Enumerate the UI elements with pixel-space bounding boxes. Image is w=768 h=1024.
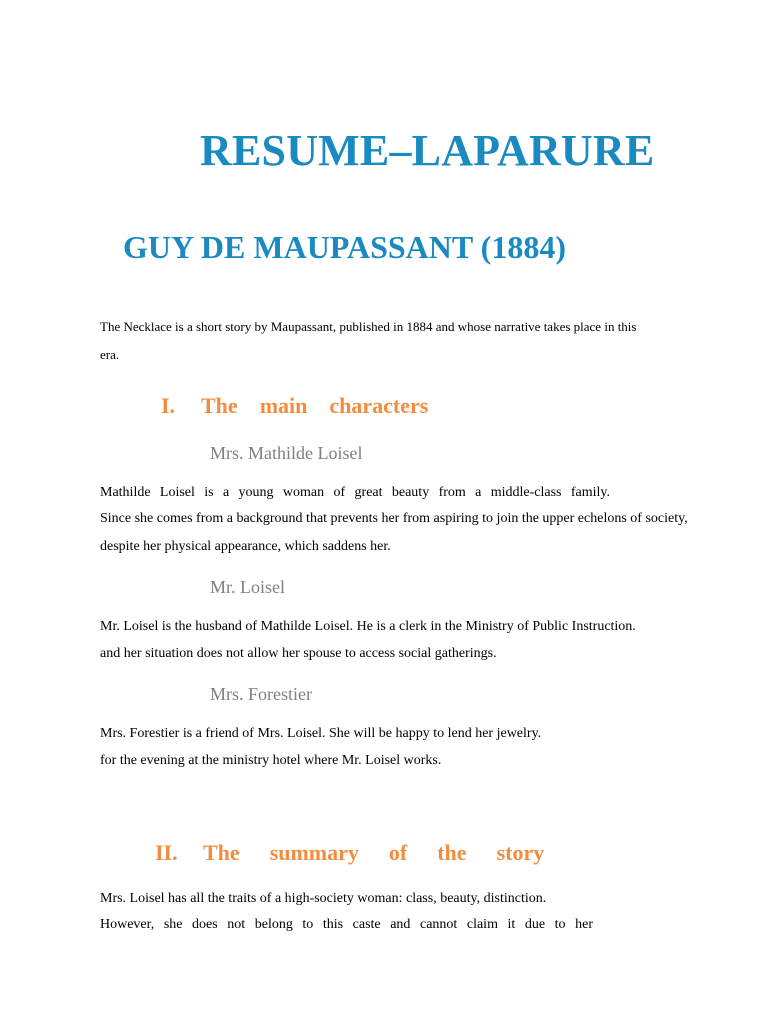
section-word: main: [259, 393, 308, 418]
paragraph-line: and her situation does not allow her spouse to access social gatherings.: [100, 646, 497, 661]
paragraph-line: Mr. Loisel is the husband of Mathilde Loisel. He is a clerk in the Ministry of Public Instruction.: [100, 619, 636, 634]
document-title: RESUME–LAPARURE: [200, 126, 655, 175]
section-word: The: [201, 393, 238, 418]
character-heading: Mr. Loisel: [210, 577, 285, 597]
section-word: story: [496, 840, 545, 865]
paragraph-line: Mathilde Loisel is a young woman of great beauty from a middle-class family.: [100, 485, 610, 500]
section-heading-characters: [161, 393, 428, 419]
section-word: The: [203, 840, 240, 865]
section-word: of: [388, 840, 408, 865]
section-word: the: [437, 840, 467, 865]
section-number: I.: [161, 393, 176, 418]
intro-line-2: era.: [100, 347, 120, 362]
paragraph-line: However, she does not belong to this caste and cannot claim it due to her: [100, 917, 593, 932]
paragraph-line: Since she comes from a background that prevents her from aspiring to join the upper echelons of society,: [100, 511, 688, 526]
character-heading: Mrs. Forestier: [210, 684, 312, 704]
intro-line-1: The Necklace is a short story by Maupassant, published in 1884 and whose narrative takes place in this: [100, 319, 637, 334]
paragraph-line: despite her physical appearance, which saddens her.: [100, 539, 391, 554]
paragraph-line: for the evening at the ministry hotel where Mr. Loisel works.: [100, 753, 442, 768]
section-heading-summary: [155, 840, 544, 866]
paragraph-line: Mrs. Loisel has all the traits of a high-society woman: class, beauty, distinction.: [100, 891, 547, 906]
paragraph-line: Mrs. Forestier is a friend of Mrs. Loisel. She will be happy to lend her jewelry.: [100, 726, 542, 741]
section-word: characters: [329, 393, 429, 418]
section-word: summary: [269, 840, 359, 865]
section-number: II.: [155, 840, 178, 865]
character-heading: Mrs. Mathilde Loisel: [210, 443, 363, 463]
author-heading: GUY DE MAUPASSANT (1884): [123, 229, 566, 265]
